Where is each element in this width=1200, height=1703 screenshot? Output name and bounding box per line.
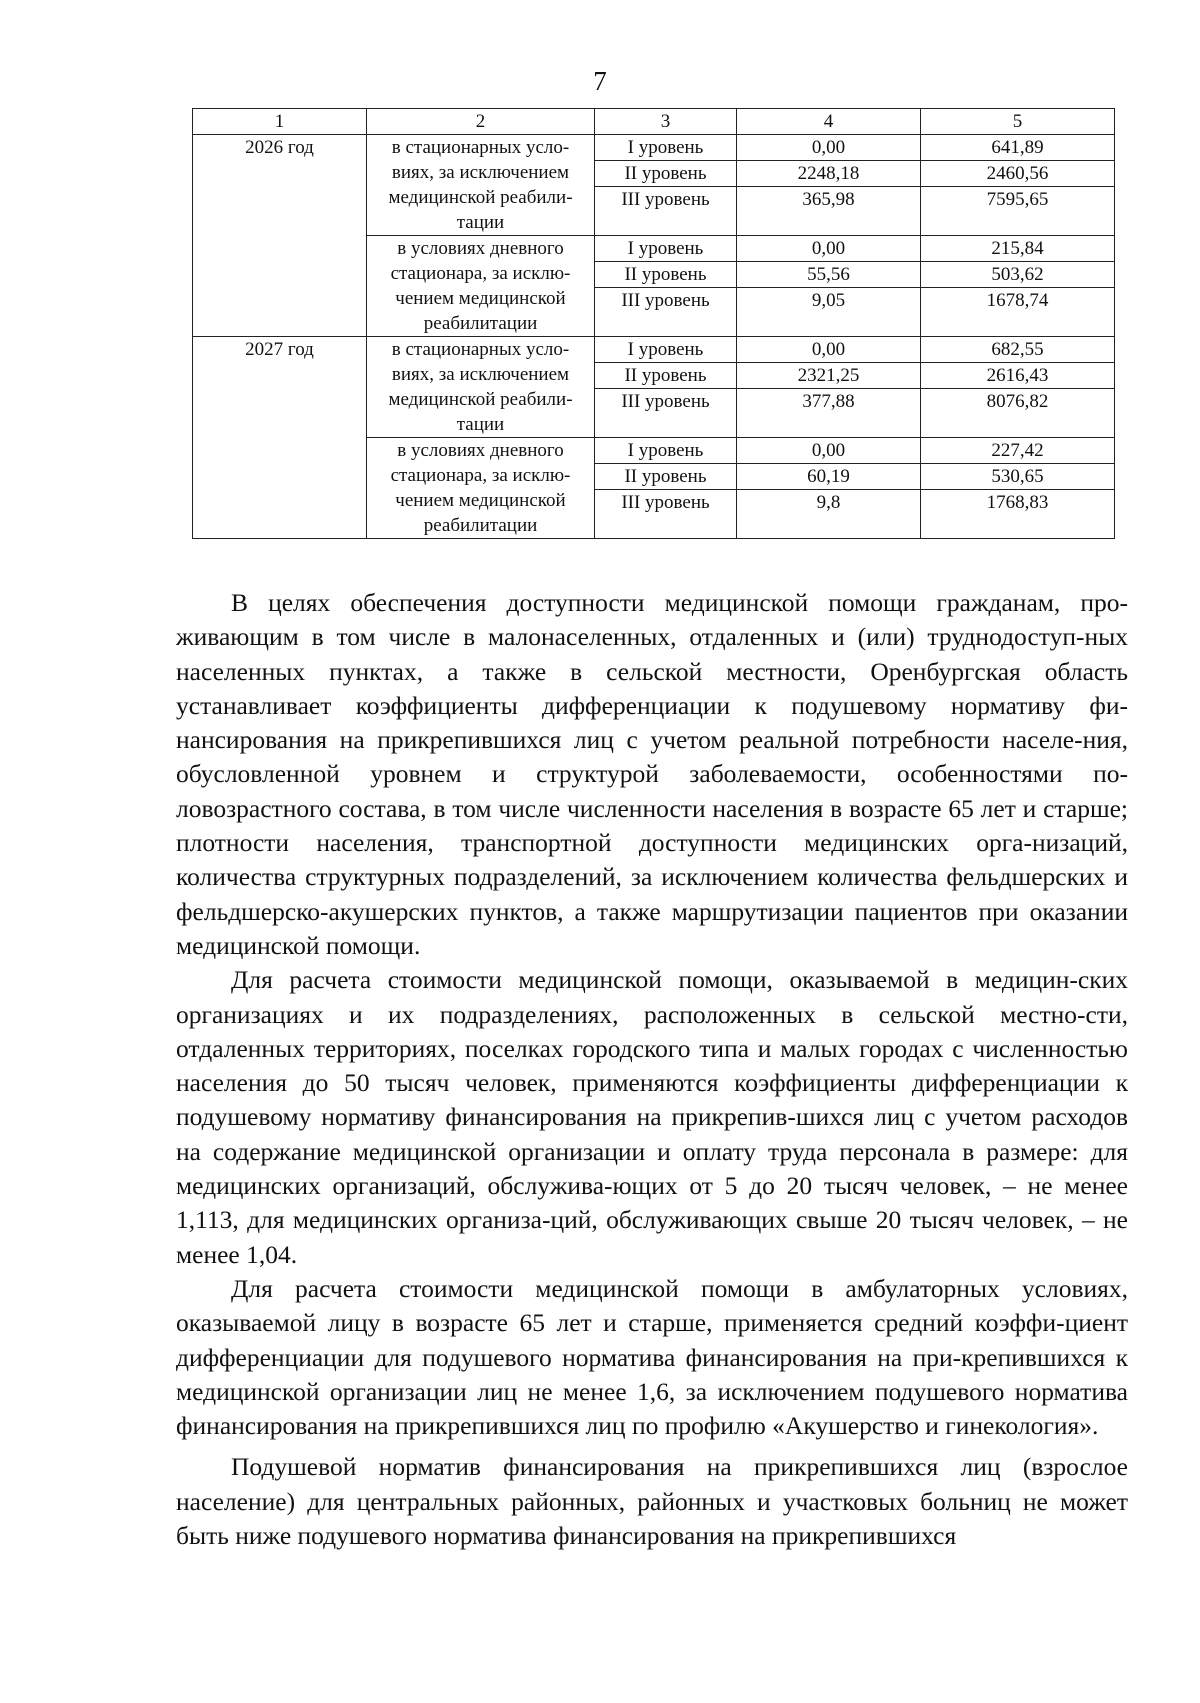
value-cell: 0,00 bbox=[737, 236, 921, 262]
value-cell: 503,62 bbox=[921, 262, 1115, 288]
value-cell: 55,56 bbox=[737, 262, 921, 288]
value-cell: 365,98 bbox=[737, 187, 921, 236]
table-row bbox=[193, 135, 1115, 161]
paragraph: В целях обеспечения доступности медицинской помощи гражданам, про-живающим в том числе в малонаселенных, отдаленных и (или) труднодоступ-ных населенных пунктах, а также в сельской местности, Оренбургская область устанавливает коэффициенты дифференциации к подушевому нормативу фи-нансирования на прикрепившихся лиц с учетом реальной потребности населе-ния, обусловленной уровнем и структурой заболеваемости, особенностями по-ловозрастного состава, в том числе численности населения в возрасте 65 лет и старше; плотности населения, транспортной доступности медицинских орга-низаций, количества структурных подразделений, за исключением количества фельдшерских и фельдшерско-акушерских пунктов, а также маршрутизации пациентов при оказании медицинской помощи. bbox=[176, 588, 1128, 960]
value-cell: 7595,65 bbox=[921, 187, 1115, 236]
year-cell: 2026 год bbox=[193, 135, 367, 337]
value-cell: 1678,74 bbox=[921, 288, 1115, 337]
page-number: 7 bbox=[593, 66, 607, 96]
value-cell: 377,88 bbox=[737, 389, 921, 438]
body-text bbox=[176, 586, 1128, 1553]
value-cell: 2248,18 bbox=[737, 161, 921, 187]
value-cell: 682,55 bbox=[921, 337, 1115, 363]
value-cell: 2616,43 bbox=[921, 363, 1115, 389]
value-cell: 227,42 bbox=[921, 438, 1115, 464]
column-header: 4 bbox=[737, 109, 921, 135]
column-header: 5 bbox=[921, 109, 1115, 135]
condition-cell: в условиях дневного стационара, за исклю-чением медицинской реабилитации bbox=[367, 438, 595, 539]
paragraph: Для расчета стоимости медицинской помощи, оказываемой в медицин-ских организациях и их подразделениях, расположенных в сельской местно-сти, отдаленных территориях, поселках городского типа и малых городах с численностью населения до 50 тысяч человек, применяются коэффициенты дифференциации к подушевому нормативу финансирования на прикрепив-шихся лиц с учетом расходов на содержание медицинской организации и оплату труда персонала в размере: для медицинских организаций, обслужива-ющих от 5 до 20 тысяч человек, – не менее 1,113, для медицинских организа-ций, обслуживающих свыше 20 тысяч человек, – не менее 1,04. bbox=[176, 965, 1128, 1269]
level-cell: II уровень bbox=[595, 464, 737, 490]
level-cell: II уровень bbox=[595, 161, 737, 187]
value-cell: 8076,82 bbox=[921, 389, 1115, 438]
level-cell: I уровень bbox=[595, 438, 737, 464]
condition-cell: в стационарных усло-виях, за исключением медицинской реабили-тации bbox=[367, 135, 595, 236]
value-cell: 1768,83 bbox=[921, 490, 1115, 539]
value-cell: 2321,25 bbox=[737, 363, 921, 389]
column-header: 1 bbox=[193, 109, 367, 135]
table-header-row bbox=[193, 109, 1115, 135]
column-header: 3 bbox=[595, 109, 737, 135]
level-cell: I уровень bbox=[595, 236, 737, 262]
value-cell: 530,65 bbox=[921, 464, 1115, 490]
value-cell: 0,00 bbox=[737, 337, 921, 363]
level-cell: II уровень bbox=[595, 262, 737, 288]
level-cell: III уровень bbox=[595, 389, 737, 438]
level-cell: III уровень bbox=[595, 490, 737, 539]
value-cell: 60,19 bbox=[737, 464, 921, 490]
value-cell: 2460,56 bbox=[921, 161, 1115, 187]
paragraph: Подушевой норматив финансирования на прикрепившихся лиц (взрослое население) для центральных районных, районных и участковых больниц не может быть ниже подушевого норматива финансирования на прикрепившихся bbox=[176, 1452, 1128, 1551]
value-cell: 0,00 bbox=[737, 438, 921, 464]
year-cell: 2027 год bbox=[193, 337, 367, 539]
value-cell: 9,05 bbox=[737, 288, 921, 337]
value-cell: 215,84 bbox=[921, 236, 1115, 262]
table-row bbox=[193, 337, 1115, 363]
level-cell: I уровень bbox=[595, 337, 737, 363]
value-cell: 0,00 bbox=[737, 135, 921, 161]
financing-table bbox=[192, 108, 1115, 539]
paragraph: Для расчета стоимости медицинской помощи в амбулаторных условиях, оказываемой лицу в возрасте 65 лет и старше, применяется средний коэффи-циент дифференциации для подушевого норматива финансирования на при-крепившихся к медицинской организации лиц не менее 1,6, за исключением подушевого норматива финансирования на прикрепившихся лиц по профилю «Акушерство и гинекология». bbox=[176, 1273, 1128, 1441]
condition-cell: в стационарных усло-виях, за исключением медицинской реабили-тации bbox=[367, 337, 595, 438]
level-cell: III уровень bbox=[595, 187, 737, 236]
level-cell: II уровень bbox=[595, 363, 737, 389]
condition-cell: в условиях дневного стационара, за исклю-чением медицинской реабилитации bbox=[367, 236, 595, 337]
level-cell: I уровень bbox=[595, 135, 737, 161]
value-cell: 9,8 bbox=[737, 490, 921, 539]
value-cell: 641,89 bbox=[921, 135, 1115, 161]
level-cell: III уровень bbox=[595, 288, 737, 337]
column-header: 2 bbox=[367, 109, 595, 135]
